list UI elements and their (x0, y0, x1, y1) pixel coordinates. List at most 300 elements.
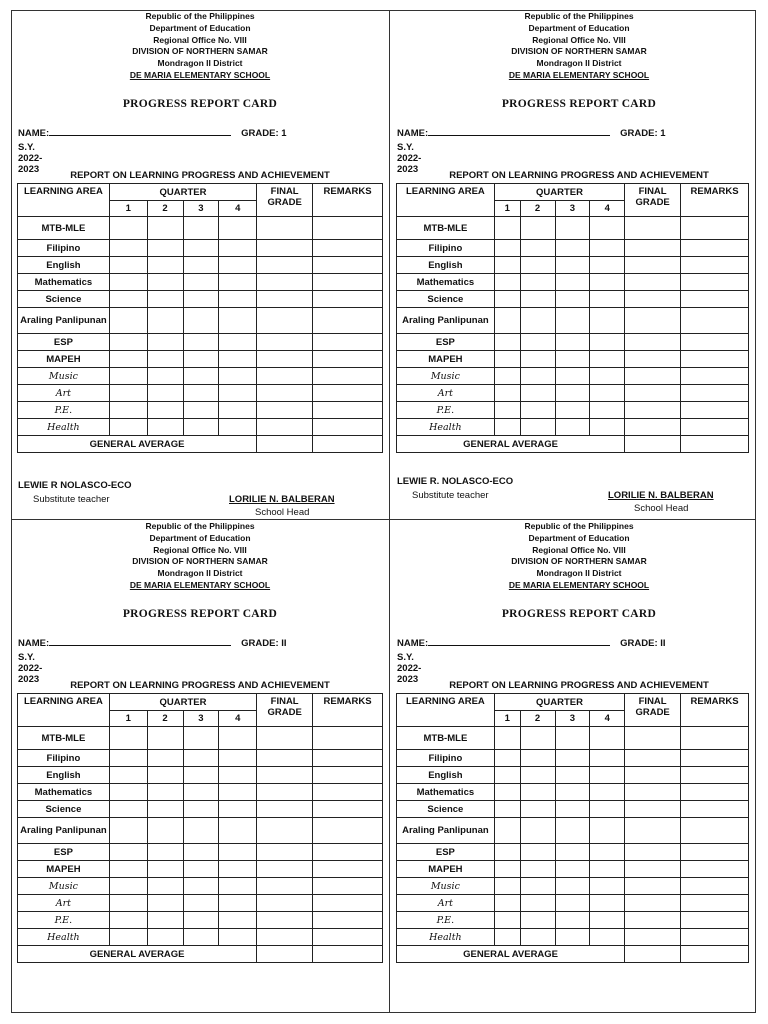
grade-cell-q1[interactable] (109, 801, 147, 818)
grade-cell-q3[interactable] (555, 727, 590, 750)
grade-cell-q4[interactable] (590, 334, 625, 351)
general-average-remarks-cell[interactable] (313, 436, 383, 453)
grade-cell-q4[interactable] (590, 240, 625, 257)
grade-cell-q4[interactable] (590, 217, 625, 240)
final-grade-cell[interactable] (257, 878, 313, 895)
final-grade-cell[interactable] (625, 240, 681, 257)
grade-cell-q3[interactable] (555, 878, 590, 895)
grade-cell-q2[interactable] (520, 861, 555, 878)
final-grade-cell[interactable] (257, 351, 313, 368)
grade-cell-q1[interactable] (494, 912, 520, 929)
grade-cell-q2[interactable] (520, 402, 555, 419)
general-average-remarks-cell[interactable] (681, 436, 749, 453)
grade-cell-q1[interactable] (494, 784, 520, 801)
final-grade-cell[interactable] (257, 274, 313, 291)
grade-cell-q2[interactable] (147, 844, 183, 861)
final-grade-cell[interactable] (257, 217, 313, 240)
final-grade-cell[interactable] (625, 351, 681, 368)
grade-cell-q4[interactable] (219, 801, 257, 818)
grade-cell-q4[interactable] (219, 308, 257, 334)
grade-cell-q2[interactable] (520, 291, 555, 308)
remarks-cell[interactable] (313, 727, 383, 750)
grade-cell-q1[interactable] (109, 895, 147, 912)
grade-cell-q2[interactable] (520, 419, 555, 436)
grade-cell-q4[interactable] (590, 767, 625, 784)
grade-cell-q4[interactable] (219, 240, 257, 257)
final-grade-cell[interactable] (625, 291, 681, 308)
grade-cell-q2[interactable] (147, 351, 183, 368)
grade-cell-q1[interactable] (494, 257, 520, 274)
remarks-cell[interactable] (681, 402, 749, 419)
grade-cell-q3[interactable] (555, 895, 590, 912)
grade-cell-q4[interactable] (219, 334, 257, 351)
final-grade-cell[interactable] (625, 402, 681, 419)
remarks-cell[interactable] (313, 274, 383, 291)
grade-cell-q2[interactable] (147, 368, 183, 385)
final-grade-cell[interactable] (625, 912, 681, 929)
grade-cell-q4[interactable] (590, 929, 625, 946)
remarks-cell[interactable] (681, 895, 749, 912)
grade-cell-q2[interactable] (147, 912, 183, 929)
remarks-cell[interactable] (681, 801, 749, 818)
final-grade-cell[interactable] (257, 750, 313, 767)
general-average-final-cell[interactable] (257, 946, 313, 963)
grade-cell-q3[interactable] (183, 784, 219, 801)
final-grade-cell[interactable] (625, 784, 681, 801)
grade-cell-q3[interactable] (183, 402, 219, 419)
grade-cell-q1[interactable] (494, 419, 520, 436)
remarks-cell[interactable] (681, 818, 749, 844)
remarks-cell[interactable] (313, 334, 383, 351)
remarks-cell[interactable] (313, 784, 383, 801)
final-grade-cell[interactable] (625, 385, 681, 402)
final-grade-cell[interactable] (625, 419, 681, 436)
final-grade-cell[interactable] (257, 334, 313, 351)
final-grade-cell[interactable] (625, 818, 681, 844)
name-blank[interactable] (49, 637, 231, 646)
grade-cell-q3[interactable] (183, 240, 219, 257)
remarks-cell[interactable] (313, 351, 383, 368)
grade-cell-q1[interactable] (109, 334, 147, 351)
final-grade-cell[interactable] (625, 727, 681, 750)
grade-cell-q3[interactable] (555, 784, 590, 801)
grade-cell-q2[interactable] (520, 895, 555, 912)
grade-cell-q2[interactable] (147, 861, 183, 878)
grade-cell-q3[interactable] (183, 861, 219, 878)
remarks-cell[interactable] (313, 818, 383, 844)
remarks-cell[interactable] (313, 402, 383, 419)
grade-cell-q4[interactable] (590, 351, 625, 368)
grade-cell-q4[interactable] (219, 818, 257, 844)
name-blank[interactable] (49, 127, 231, 136)
grade-cell-q3[interactable] (183, 818, 219, 844)
grade-cell-q1[interactable] (109, 419, 147, 436)
grade-cell-q3[interactable] (555, 308, 590, 334)
grade-cell-q1[interactable] (109, 257, 147, 274)
grade-cell-q2[interactable] (147, 257, 183, 274)
grade-cell-q3[interactable] (183, 368, 219, 385)
remarks-cell[interactable] (681, 419, 749, 436)
grade-cell-q2[interactable] (520, 878, 555, 895)
grade-cell-q4[interactable] (219, 861, 257, 878)
grade-cell-q2[interactable] (520, 351, 555, 368)
grade-cell-q1[interactable] (494, 750, 520, 767)
grade-cell-q4[interactable] (219, 217, 257, 240)
remarks-cell[interactable] (681, 351, 749, 368)
remarks-cell[interactable] (313, 257, 383, 274)
remarks-cell[interactable] (681, 784, 749, 801)
final-grade-cell[interactable] (257, 368, 313, 385)
grade-cell-q3[interactable] (555, 402, 590, 419)
grade-cell-q1[interactable] (494, 368, 520, 385)
grade-cell-q1[interactable] (109, 217, 147, 240)
remarks-cell[interactable] (681, 727, 749, 750)
grade-cell-q2[interactable] (520, 912, 555, 929)
remarks-cell[interactable] (681, 368, 749, 385)
grade-cell-q3[interactable] (183, 767, 219, 784)
grade-cell-q1[interactable] (494, 801, 520, 818)
name-blank[interactable] (428, 637, 610, 646)
grade-cell-q4[interactable] (590, 878, 625, 895)
grade-cell-q4[interactable] (219, 385, 257, 402)
final-grade-cell[interactable] (257, 727, 313, 750)
final-grade-cell[interactable] (625, 334, 681, 351)
grade-cell-q1[interactable] (494, 818, 520, 844)
grade-cell-q3[interactable] (555, 351, 590, 368)
final-grade-cell[interactable] (257, 784, 313, 801)
grade-cell-q3[interactable] (183, 419, 219, 436)
general-average-final-cell[interactable] (257, 436, 313, 453)
grade-cell-q2[interactable] (147, 291, 183, 308)
grade-cell-q3[interactable] (183, 727, 219, 750)
grade-cell-q2[interactable] (147, 784, 183, 801)
grade-cell-q1[interactable] (494, 727, 520, 750)
final-grade-cell[interactable] (625, 308, 681, 334)
final-grade-cell[interactable] (257, 308, 313, 334)
grade-cell-q2[interactable] (520, 274, 555, 291)
grade-cell-q4[interactable] (590, 844, 625, 861)
grade-cell-q1[interactable] (109, 402, 147, 419)
grade-cell-q4[interactable] (219, 895, 257, 912)
remarks-cell[interactable] (313, 801, 383, 818)
grade-cell-q4[interactable] (219, 368, 257, 385)
grade-cell-q4[interactable] (219, 257, 257, 274)
grade-cell-q3[interactable] (183, 351, 219, 368)
grade-cell-q2[interactable] (520, 217, 555, 240)
grade-cell-q4[interactable] (219, 878, 257, 895)
grade-cell-q1[interactable] (494, 402, 520, 419)
final-grade-cell[interactable] (625, 257, 681, 274)
grade-cell-q4[interactable] (590, 727, 625, 750)
final-grade-cell[interactable] (257, 844, 313, 861)
grade-cell-q2[interactable] (520, 257, 555, 274)
grade-cell-q2[interactable] (520, 801, 555, 818)
grade-cell-q3[interactable] (183, 912, 219, 929)
grade-cell-q1[interactable] (109, 861, 147, 878)
final-grade-cell[interactable] (257, 895, 313, 912)
grade-cell-q4[interactable] (590, 801, 625, 818)
grade-cell-q1[interactable] (109, 274, 147, 291)
grade-cell-q4[interactable] (219, 274, 257, 291)
grade-cell-q4[interactable] (219, 929, 257, 946)
grade-cell-q2[interactable] (520, 767, 555, 784)
grade-cell-q1[interactable] (109, 750, 147, 767)
remarks-cell[interactable] (681, 767, 749, 784)
final-grade-cell[interactable] (257, 767, 313, 784)
final-grade-cell[interactable] (257, 385, 313, 402)
remarks-cell[interactable] (313, 767, 383, 784)
grade-cell-q1[interactable] (109, 912, 147, 929)
grade-cell-q1[interactable] (109, 368, 147, 385)
final-grade-cell[interactable] (625, 929, 681, 946)
grade-cell-q1[interactable] (109, 308, 147, 334)
grade-cell-q1[interactable] (494, 878, 520, 895)
grade-cell-q2[interactable] (147, 929, 183, 946)
grade-cell-q4[interactable] (219, 727, 257, 750)
grade-cell-q3[interactable] (555, 929, 590, 946)
grade-cell-q1[interactable] (109, 878, 147, 895)
final-grade-cell[interactable] (257, 912, 313, 929)
grade-cell-q2[interactable] (520, 385, 555, 402)
remarks-cell[interactable] (681, 240, 749, 257)
final-grade-cell[interactable] (257, 291, 313, 308)
grade-cell-q1[interactable] (109, 818, 147, 844)
grade-cell-q3[interactable] (555, 334, 590, 351)
grade-cell-q2[interactable] (520, 308, 555, 334)
grade-cell-q2[interactable] (520, 784, 555, 801)
final-grade-cell[interactable] (625, 895, 681, 912)
grade-cell-q3[interactable] (183, 895, 219, 912)
remarks-cell[interactable] (681, 912, 749, 929)
grade-cell-q1[interactable] (494, 385, 520, 402)
grade-cell-q4[interactable] (590, 419, 625, 436)
grade-cell-q4[interactable] (219, 750, 257, 767)
final-grade-cell[interactable] (625, 844, 681, 861)
grade-cell-q4[interactable] (219, 912, 257, 929)
name-blank[interactable] (428, 127, 610, 136)
remarks-cell[interactable] (681, 217, 749, 240)
grade-cell-q1[interactable] (494, 274, 520, 291)
grade-cell-q2[interactable] (147, 767, 183, 784)
final-grade-cell[interactable] (625, 368, 681, 385)
grade-cell-q1[interactable] (109, 385, 147, 402)
grade-cell-q1[interactable] (494, 895, 520, 912)
grade-cell-q4[interactable] (590, 368, 625, 385)
grade-cell-q2[interactable] (147, 419, 183, 436)
final-grade-cell[interactable] (257, 861, 313, 878)
grade-cell-q3[interactable] (183, 334, 219, 351)
grade-cell-q1[interactable] (109, 351, 147, 368)
remarks-cell[interactable] (313, 308, 383, 334)
grade-cell-q3[interactable] (555, 912, 590, 929)
grade-cell-q2[interactable] (147, 385, 183, 402)
grade-cell-q4[interactable] (590, 861, 625, 878)
final-grade-cell[interactable] (625, 750, 681, 767)
grade-cell-q3[interactable] (183, 844, 219, 861)
grade-cell-q3[interactable] (555, 240, 590, 257)
remarks-cell[interactable] (313, 240, 383, 257)
grade-cell-q2[interactable] (147, 240, 183, 257)
general-average-remarks-cell[interactable] (313, 946, 383, 963)
grade-cell-q3[interactable] (183, 308, 219, 334)
remarks-cell[interactable] (681, 878, 749, 895)
grade-cell-q3[interactable] (555, 274, 590, 291)
grade-cell-q2[interactable] (520, 818, 555, 844)
grade-cell-q3[interactable] (555, 257, 590, 274)
grade-cell-q1[interactable] (109, 844, 147, 861)
grade-cell-q3[interactable] (555, 861, 590, 878)
grade-cell-q1[interactable] (494, 844, 520, 861)
remarks-cell[interactable] (681, 844, 749, 861)
grade-cell-q1[interactable] (494, 861, 520, 878)
grade-cell-q3[interactable] (183, 929, 219, 946)
grade-cell-q3[interactable] (183, 801, 219, 818)
grade-cell-q2[interactable] (520, 844, 555, 861)
remarks-cell[interactable] (681, 385, 749, 402)
grade-cell-q4[interactable] (590, 818, 625, 844)
grade-cell-q3[interactable] (183, 750, 219, 767)
remarks-cell[interactable] (681, 929, 749, 946)
remarks-cell[interactable] (681, 334, 749, 351)
grade-cell-q4[interactable] (590, 402, 625, 419)
grade-cell-q3[interactable] (555, 844, 590, 861)
final-grade-cell[interactable] (257, 801, 313, 818)
grade-cell-q3[interactable] (555, 750, 590, 767)
grade-cell-q4[interactable] (219, 402, 257, 419)
general-average-remarks-cell[interactable] (681, 946, 749, 963)
grade-cell-q3[interactable] (183, 274, 219, 291)
grade-cell-q2[interactable] (520, 368, 555, 385)
grade-cell-q2[interactable] (147, 217, 183, 240)
final-grade-cell[interactable] (257, 818, 313, 844)
remarks-cell[interactable] (313, 750, 383, 767)
remarks-cell[interactable] (313, 217, 383, 240)
grade-cell-q4[interactable] (590, 274, 625, 291)
grade-cell-q4[interactable] (590, 308, 625, 334)
final-grade-cell[interactable] (625, 767, 681, 784)
grade-cell-q3[interactable] (555, 818, 590, 844)
remarks-cell[interactable] (313, 385, 383, 402)
grade-cell-q2[interactable] (147, 878, 183, 895)
grade-cell-q4[interactable] (590, 895, 625, 912)
grade-cell-q1[interactable] (109, 929, 147, 946)
grade-cell-q3[interactable] (555, 385, 590, 402)
grade-cell-q3[interactable] (183, 385, 219, 402)
grade-cell-q3[interactable] (183, 291, 219, 308)
grade-cell-q3[interactable] (183, 257, 219, 274)
grade-cell-q2[interactable] (147, 308, 183, 334)
grade-cell-q4[interactable] (219, 844, 257, 861)
remarks-cell[interactable] (313, 844, 383, 861)
grade-cell-q3[interactable] (555, 291, 590, 308)
remarks-cell[interactable] (313, 861, 383, 878)
final-grade-cell[interactable] (625, 861, 681, 878)
grade-cell-q4[interactable] (219, 767, 257, 784)
grade-cell-q3[interactable] (555, 419, 590, 436)
general-average-final-cell[interactable] (625, 946, 681, 963)
grade-cell-q1[interactable] (109, 727, 147, 750)
grade-cell-q2[interactable] (520, 929, 555, 946)
grade-cell-q1[interactable] (109, 767, 147, 784)
general-average-final-cell[interactable] (625, 436, 681, 453)
grade-cell-q1[interactable] (109, 240, 147, 257)
grade-cell-q1[interactable] (109, 291, 147, 308)
grade-cell-q2[interactable] (520, 334, 555, 351)
grade-cell-q2[interactable] (147, 801, 183, 818)
grade-cell-q2[interactable] (520, 240, 555, 257)
grade-cell-q1[interactable] (494, 929, 520, 946)
remarks-cell[interactable] (313, 912, 383, 929)
grade-cell-q2[interactable] (520, 727, 555, 750)
final-grade-cell[interactable] (625, 878, 681, 895)
grade-cell-q2[interactable] (520, 750, 555, 767)
remarks-cell[interactable] (313, 368, 383, 385)
final-grade-cell[interactable] (625, 274, 681, 291)
remarks-cell[interactable] (313, 929, 383, 946)
final-grade-cell[interactable] (257, 402, 313, 419)
final-grade-cell[interactable] (257, 929, 313, 946)
grade-cell-q1[interactable] (494, 240, 520, 257)
remarks-cell[interactable] (681, 274, 749, 291)
grade-cell-q4[interactable] (590, 291, 625, 308)
grade-cell-q1[interactable] (494, 217, 520, 240)
grade-cell-q2[interactable] (147, 274, 183, 291)
remarks-cell[interactable] (681, 861, 749, 878)
final-grade-cell[interactable] (257, 419, 313, 436)
grade-cell-q3[interactable] (555, 368, 590, 385)
remarks-cell[interactable] (681, 257, 749, 274)
grade-cell-q1[interactable] (494, 308, 520, 334)
grade-cell-q4[interactable] (590, 784, 625, 801)
grade-cell-q2[interactable] (147, 818, 183, 844)
grade-cell-q2[interactable] (147, 402, 183, 419)
grade-cell-q1[interactable] (494, 291, 520, 308)
grade-cell-q4[interactable] (219, 351, 257, 368)
grade-cell-q1[interactable] (494, 767, 520, 784)
final-grade-cell[interactable] (625, 801, 681, 818)
remarks-cell[interactable] (313, 895, 383, 912)
grade-cell-q2[interactable] (147, 750, 183, 767)
grade-cell-q4[interactable] (590, 385, 625, 402)
final-grade-cell[interactable] (257, 257, 313, 274)
grade-cell-q4[interactable] (219, 784, 257, 801)
grade-cell-q1[interactable] (494, 334, 520, 351)
grade-cell-q4[interactable] (219, 291, 257, 308)
grade-cell-q3[interactable] (183, 217, 219, 240)
remarks-cell[interactable] (681, 291, 749, 308)
remarks-cell[interactable] (681, 308, 749, 334)
grade-cell-q4[interactable] (590, 750, 625, 767)
grade-cell-q3[interactable] (555, 801, 590, 818)
grade-cell-q1[interactable] (494, 351, 520, 368)
final-grade-cell[interactable] (625, 217, 681, 240)
grade-cell-q1[interactable] (109, 784, 147, 801)
remarks-cell[interactable] (313, 419, 383, 436)
grade-cell-q4[interactable] (590, 257, 625, 274)
final-grade-cell[interactable] (257, 240, 313, 257)
remarks-cell[interactable] (313, 878, 383, 895)
grade-cell-q3[interactable] (183, 878, 219, 895)
grade-cell-q4[interactable] (219, 419, 257, 436)
grade-cell-q2[interactable] (147, 334, 183, 351)
remarks-cell[interactable] (681, 750, 749, 767)
grade-cell-q2[interactable] (147, 727, 183, 750)
grade-cell-q2[interactable] (147, 895, 183, 912)
grade-cell-q3[interactable] (555, 767, 590, 784)
grade-cell-q4[interactable] (590, 912, 625, 929)
remarks-cell[interactable] (313, 291, 383, 308)
grade-cell-q3[interactable] (555, 217, 590, 240)
